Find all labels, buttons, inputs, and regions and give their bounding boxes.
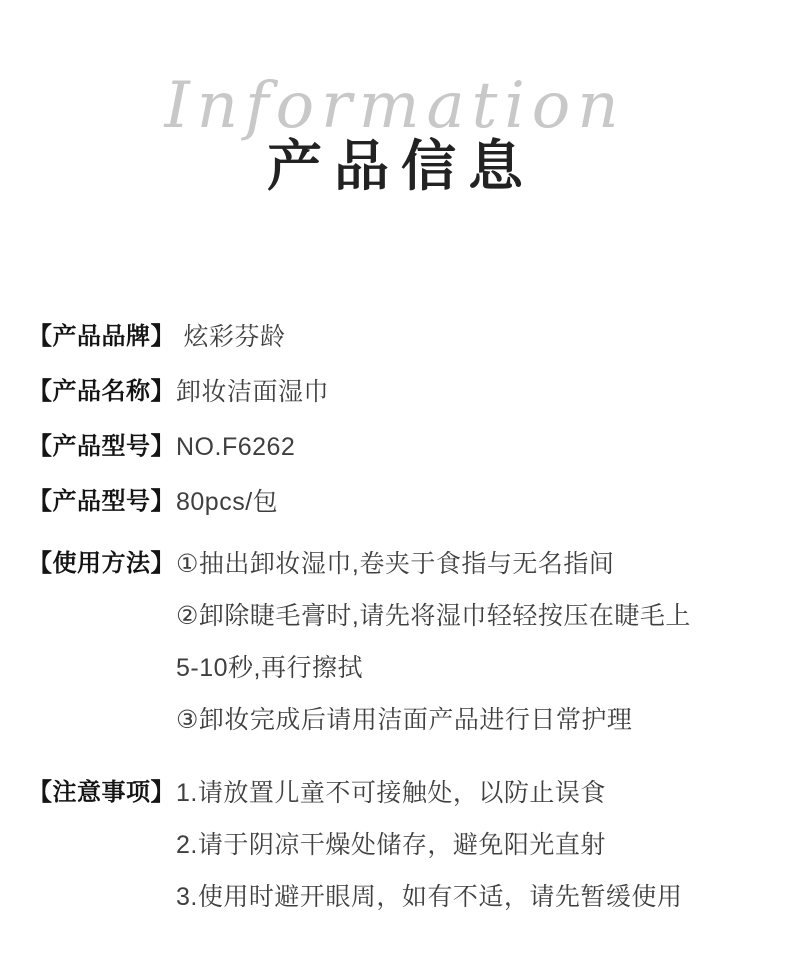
info-row-label xyxy=(28,767,176,819)
info-line: 2.请于阴凉干燥处储存，避免阳光直射 xyxy=(176,831,606,859)
label-text: 产品名称 xyxy=(52,378,151,405)
info-row-label xyxy=(28,538,176,590)
info-row xyxy=(28,366,766,418)
bracket-close: 】 xyxy=(150,433,175,460)
info-line: 3.使用时避开眼周，如有不适，请先暂缓使用 xyxy=(176,883,683,911)
info-row xyxy=(28,767,766,923)
info-line: 炫彩芬龄 xyxy=(176,323,286,351)
info-line: ②卸除睫毛膏时,请先将湿巾轻轻按压在睫毛上 xyxy=(176,602,691,630)
bracket-open: 【 xyxy=(28,779,53,806)
label-text: 使用方法 xyxy=(52,550,151,577)
info-row xyxy=(28,421,766,473)
bracket-close: 】 xyxy=(150,488,175,515)
info-row xyxy=(28,311,766,363)
bracket-close: 】 xyxy=(150,323,175,350)
info-row-label xyxy=(28,366,176,418)
info-line: ①抽出卸妆湿巾,卷夹于食指与无名指间 xyxy=(176,550,615,578)
info-list xyxy=(28,311,766,926)
decorative-script-title: Information xyxy=(164,69,626,143)
info-row-lines xyxy=(176,476,766,528)
bracket-open: 【 xyxy=(28,378,53,405)
info-row xyxy=(28,538,766,746)
info-row-lines xyxy=(176,311,766,363)
bracket-close: 】 xyxy=(150,779,175,806)
bracket-close: 】 xyxy=(150,378,175,405)
label-text: 产品品牌 xyxy=(52,323,151,350)
bracket-close: 】 xyxy=(150,550,175,577)
info-line: 1.请放置儿童不可接触处，以防止误食 xyxy=(176,779,606,807)
info-row-label xyxy=(28,476,176,528)
info-row-lines xyxy=(176,538,766,746)
info-row-lines xyxy=(176,767,766,923)
info-row xyxy=(28,476,766,528)
bracket-open: 【 xyxy=(28,488,53,515)
info-row-lines xyxy=(176,366,766,418)
bracket-open: 【 xyxy=(28,550,53,577)
info-row-label xyxy=(28,421,176,473)
info-line: 卸妆洁面湿巾 xyxy=(176,378,330,406)
label-text: 产品型号 xyxy=(52,488,151,515)
info-row-label xyxy=(28,311,176,363)
info-row-lines xyxy=(176,421,766,473)
label-text: 产品型号 xyxy=(52,433,151,460)
bracket-open: 【 xyxy=(28,433,53,460)
info-line: ③卸妆完成后请用洁面产品进行日常护理 xyxy=(176,706,633,734)
info-line: 80pcs/包 xyxy=(176,488,279,516)
info-line: 5-10秒,再行擦拭 xyxy=(176,654,363,682)
info-line: NO.F6262 xyxy=(176,433,296,461)
header xyxy=(0,62,790,198)
page-title: 产品信息 xyxy=(266,135,535,197)
bracket-open: 【 xyxy=(28,323,53,350)
label-text: 注意事项 xyxy=(52,779,151,806)
